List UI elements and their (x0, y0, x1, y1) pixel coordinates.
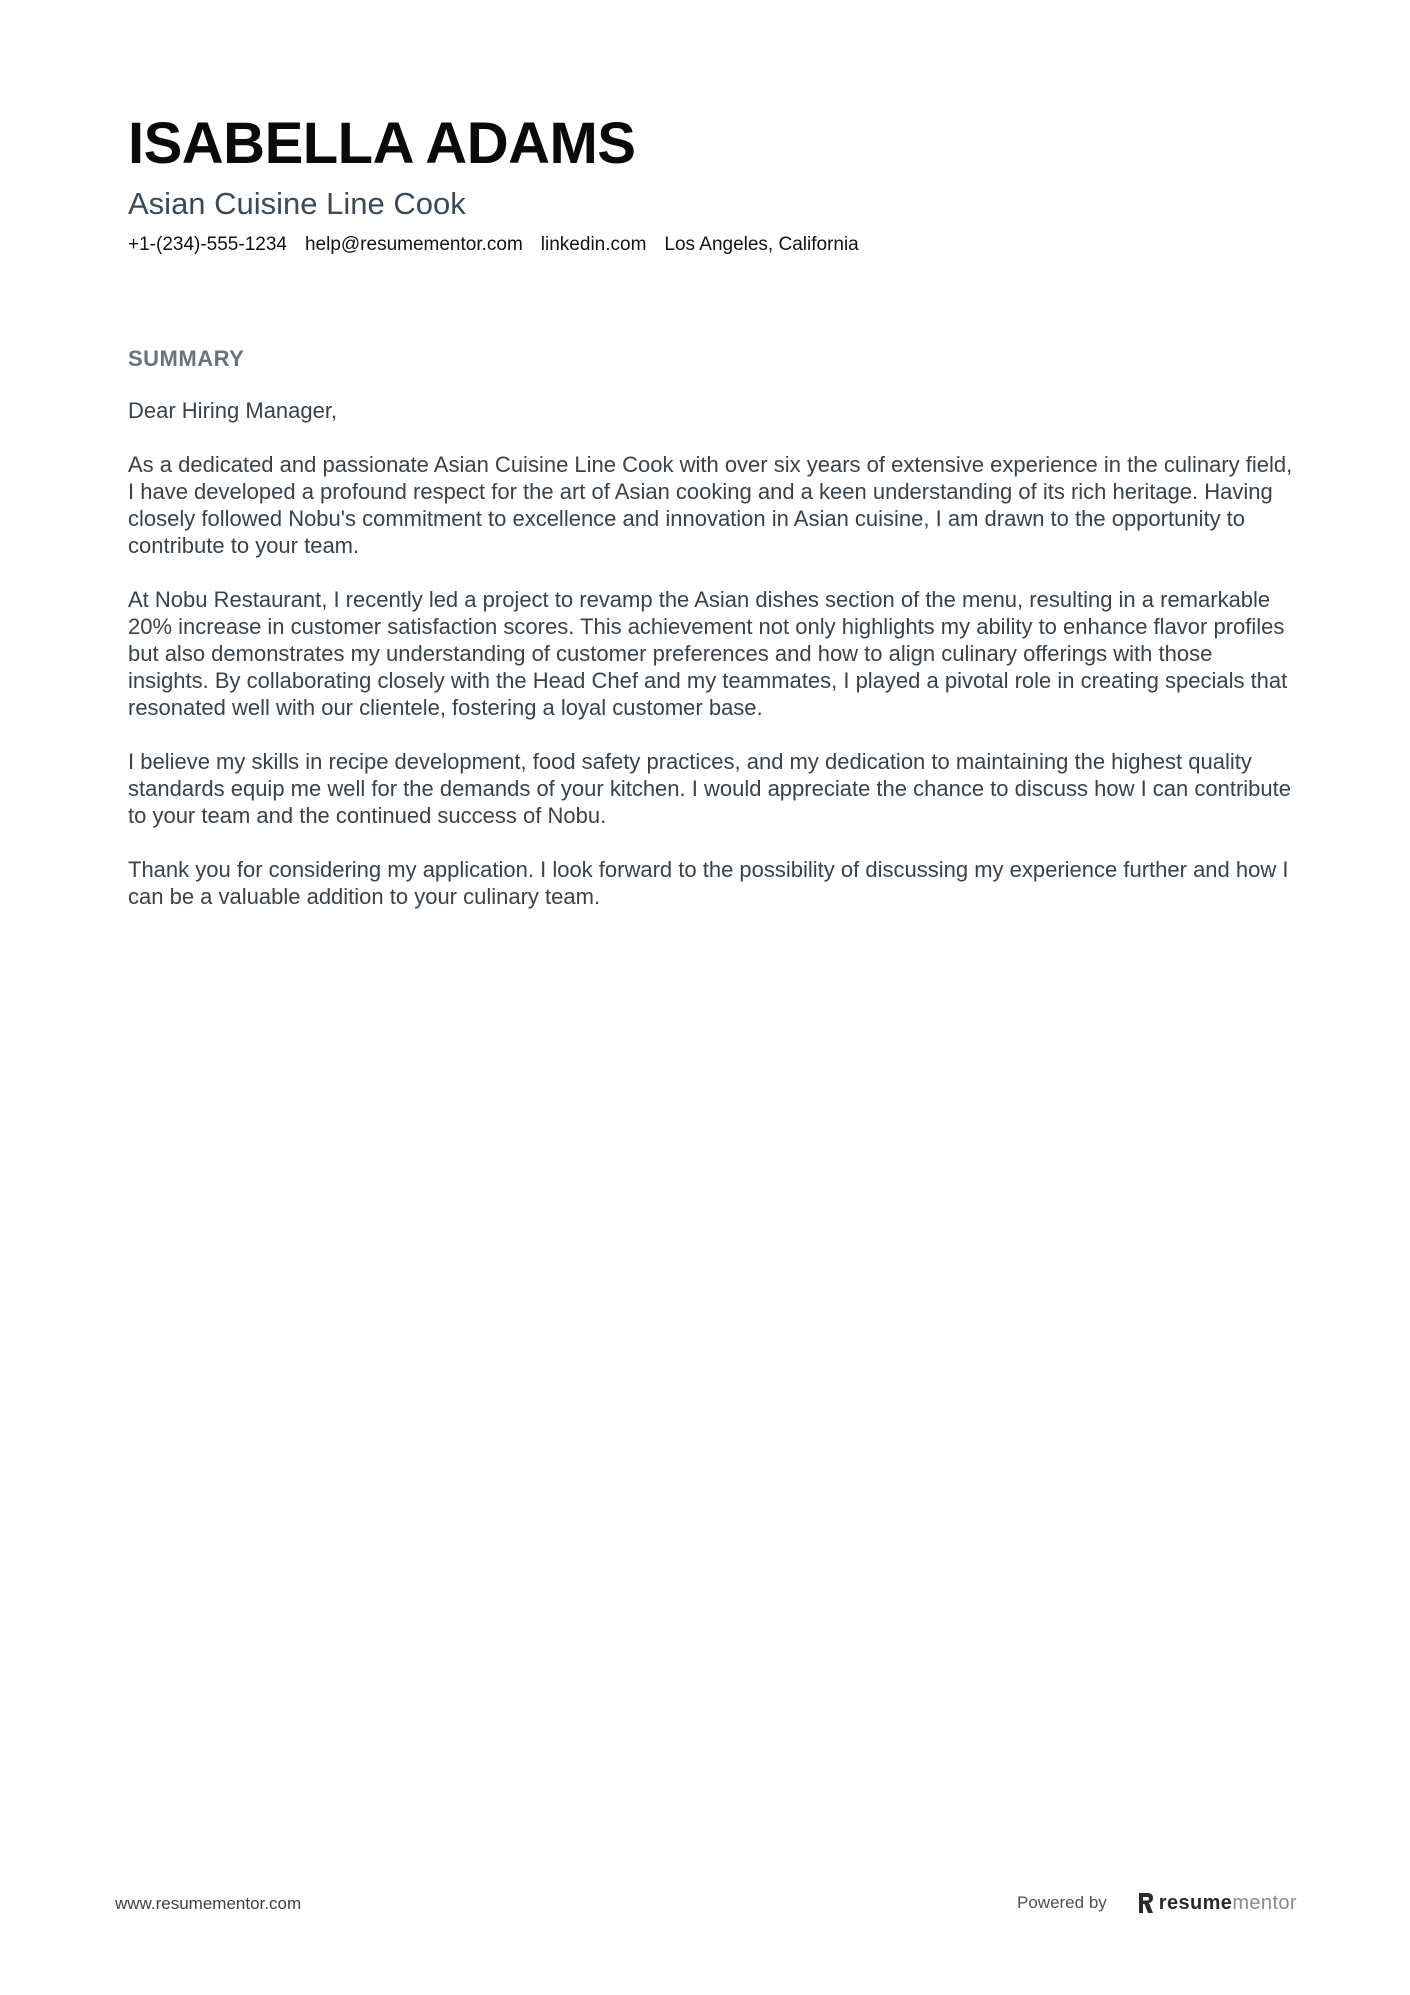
footer-branding (1017, 1888, 1297, 1918)
letter-paragraph: As a dedicated and passionate Asian Cuisine Line Cook with over six years of extensive experience in the culinary field, I have developed a profound respect for the art of Asian cooking and a keen understanding of its rich heritage. Having closely followed Nobu's commitment to excellence and innovation in Asian cuisine, I am drawn to the opportunity to contribute to your team. (128, 452, 1293, 558)
letter-paragraph: Thank you for considering my application. I look forward to the possibility of discussing my experience further and how I can be a valuable addition to your culinary team. (128, 857, 1289, 909)
header (128, 108, 1288, 257)
contact-phone: +1-(234)-555-1234 (128, 234, 287, 255)
resumementor-logo-icon (1137, 1892, 1154, 1914)
contact-location: Los Angeles, California (664, 234, 859, 255)
salutation: Dear Hiring Manager, (128, 398, 338, 423)
contact-email: help@resumementor.com (304, 234, 523, 255)
section-heading-summary: SUMMARY (128, 346, 245, 371)
candidate-name: ISABELLA ADAMS (128, 111, 636, 176)
powered-by-label: Powered by (1017, 1893, 1107, 1912)
job-title: Asian Cuisine Line Cook (128, 186, 466, 221)
letter-paragraph: I believe my skills in recipe development, food safety practices, and my dedication to maintaining the highest quality standards equip me well for the demands of your kitchen. I would appreciate the chance to discuss how I can contribute to your team and the continued success of Nobu. (128, 749, 1291, 828)
contact-info (128, 233, 1288, 257)
contact-linkedin: linkedin.com (540, 234, 647, 255)
summary-section (128, 345, 1298, 932)
brand-wordmark: resumementor (1158, 1891, 1297, 1914)
footer-website: www.resumementor.com (115, 1894, 302, 1913)
letter-paragraph: At Nobu Restaurant, I recently led a project to revamp the Asian dishes section of the menu, resulting in a remarkable 20% increase in customer satisfaction scores. This achievement not only highlights my ability to enhance flavor profiles but also demonstrates my understanding of customer preferences and how to align culinary offerings with those insights. By collaborating closely with the Head Chef and my teammates, I played a pivotal role in creating specials that resonated well with our clientele, fostering a loyal customer base. (128, 587, 1288, 720)
